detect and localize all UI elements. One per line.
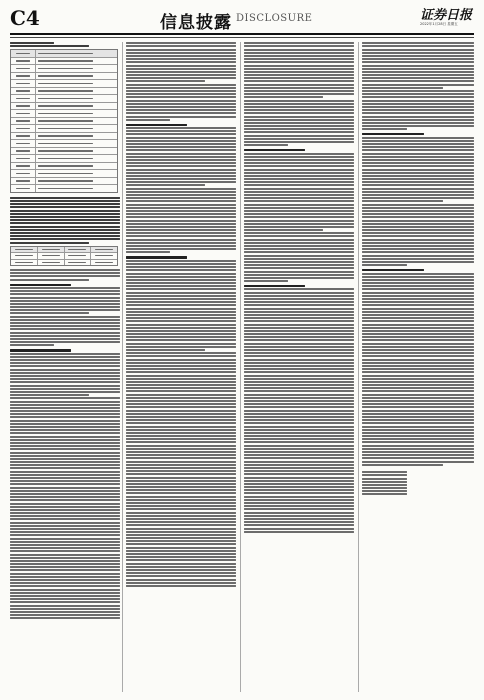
table-row xyxy=(11,102,117,110)
article-column-3 xyxy=(244,41,354,693)
table-row xyxy=(11,109,117,117)
section-title-en: DISCLOSURE xyxy=(236,13,313,24)
table-row xyxy=(11,162,117,170)
table-row xyxy=(11,57,117,65)
table-row xyxy=(11,139,117,147)
disclosure-table xyxy=(10,49,118,193)
column-divider xyxy=(358,42,359,692)
text-line xyxy=(10,42,54,44)
table-row xyxy=(11,94,117,102)
issue-date: 2022年1月28日 星期五 xyxy=(420,22,458,26)
table-row xyxy=(11,72,117,80)
table-row xyxy=(11,169,117,177)
section-title: 信息披露 xyxy=(160,13,232,33)
table-row xyxy=(11,124,117,132)
header-rule-thick xyxy=(10,33,474,35)
header-rule-thin xyxy=(10,37,474,38)
article-column-1 xyxy=(10,41,120,693)
table-row xyxy=(11,147,117,155)
article-column-2 xyxy=(126,41,236,693)
page-header xyxy=(0,0,484,40)
column-divider xyxy=(240,42,241,692)
newspaper-masthead: 证券日报 xyxy=(420,8,473,23)
table-row xyxy=(11,50,117,57)
table-row xyxy=(11,154,117,162)
table-row xyxy=(11,132,117,140)
column-divider xyxy=(122,42,123,692)
summary-table xyxy=(10,246,118,267)
article-column-4 xyxy=(362,41,474,693)
text-line xyxy=(10,45,89,47)
table-row xyxy=(11,87,117,95)
table-row xyxy=(11,79,117,87)
table-row xyxy=(11,184,117,192)
page-number: C4 xyxy=(10,6,40,30)
table-row xyxy=(11,117,117,125)
table-row xyxy=(11,177,117,185)
table-row xyxy=(11,64,117,72)
